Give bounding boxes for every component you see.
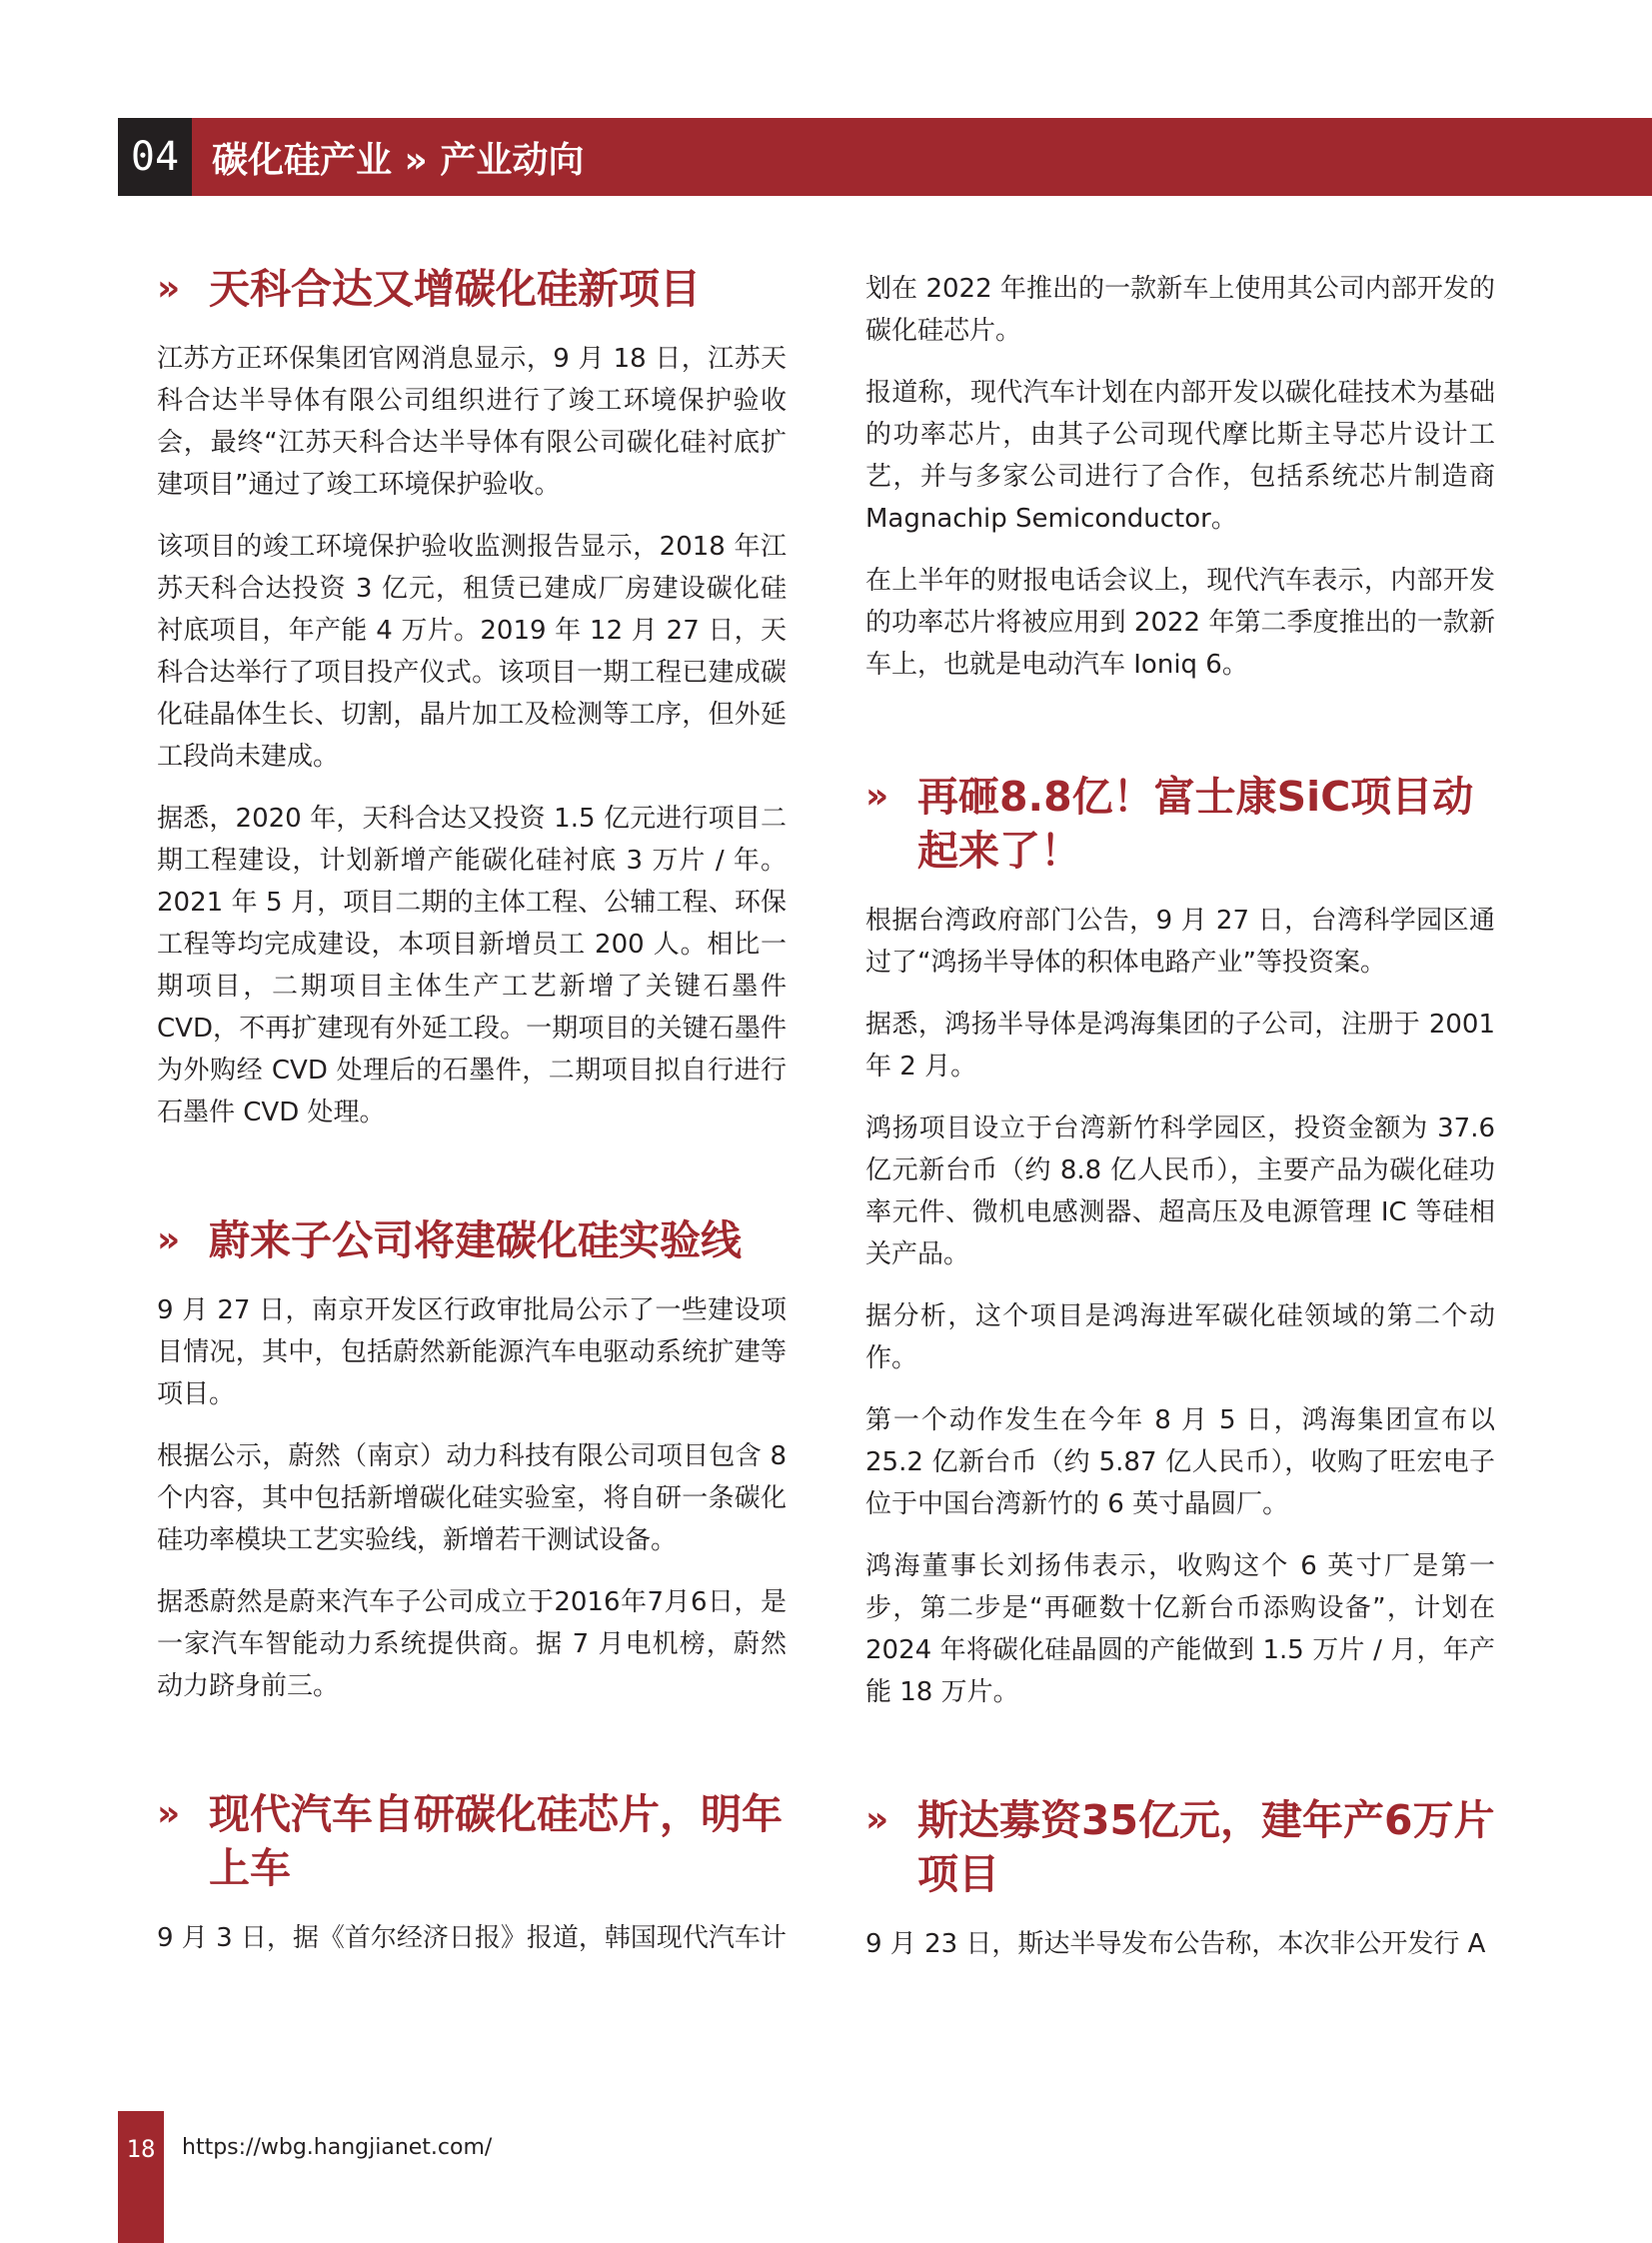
article-heading-hyundai: » 现代汽车自研碳化硅芯片，明年上车 [157, 1787, 787, 1895]
paragraph: 在上半年的财报电话会议上，现代汽车表示，内部开发的功率芯片将被应用到 2022 年第二季度推出的一款新车上，也就是电动汽车 Ioniq 6。 [865, 566, 1495, 680]
paragraph: 划在 2022 年推出的一款新车上使用其公司内部开发的碳化硅芯片。 [865, 274, 1495, 346]
footer-url-link[interactable]: https://wbg.hangjianet.com/ [182, 2135, 493, 2160]
right-column [865, 268, 1495, 1965]
heading-marker-icon: » [157, 1219, 181, 1260]
paragraph: 9 月 23 日，斯达半导发布公告称，本次非公开发行 A [865, 1929, 1486, 1959]
paragraph: 鸿扬项目设立于台湾新竹科学园区，投资金额为 37.6 亿元新台币（约 8.8 亿人民币），主要产品为碳化硅功率元件、微机电感测器、超高压及电源管理 IC 等硅相关产品。 [865, 1114, 1495, 1269]
page-number: 18 [118, 2111, 164, 2243]
section-title: 碳化硅产业 » 产业动向 [192, 118, 1652, 196]
paragraph: 第一个动作发生在今年 8 月 5 日，鸿海集团宣布以 25.2 亿新台币（约 5.87 亿人民币），收购了旺宏电子位于中国台湾新竹的 6 英寸晶圆厂。 [865, 1405, 1495, 1519]
heading-marker-icon: » [865, 776, 889, 817]
paragraph: 江苏方正环保集团官网消息显示，9 月 18 日，江苏天科合达半导体有限公司组织进行了竣工环境保护验收会，最终“江苏天科合达半导体有限公司碳化硅衬底扩建项目”通过了竣工环境保护验收。 [157, 344, 787, 500]
article-heading-starpower: » 斯达募资35亿元，建年产6万片项目 [865, 1793, 1495, 1901]
paragraph: 根据台湾政府部门公告，9 月 27 日，台湾科学园区通过了“鸿扬半导体的积体电路产业”等投资案。 [865, 906, 1495, 978]
paragraph: 据悉，鸿扬半导体是鸿海集团的子公司，注册于 2001 年 2 月。 [865, 1010, 1495, 1082]
paragraph: 9 月 27 日，南京开发区行政审批局公示了一些建设项目情况，其中，包括蔚然新能源汽车电驱动系统扩建等项目。 [157, 1295, 787, 1409]
heading-marker-icon: » [157, 268, 181, 309]
paragraph: 据分析，这个项目是鸿海进军碳化硅领域的第二个动作。 [865, 1301, 1495, 1373]
paragraph: 9 月 3 日，据《首尔经济日报》报道，韩国现代汽车计 [157, 1923, 787, 1953]
paragraph: 鸿海董事长刘扬伟表示，收购这个 6 英寸厂是第一步，第二步是“再砸数十亿新台币添购设备”，计划在 2024 年将碳化硅晶圆的产能做到 1.5 万片 / 月，年产能 18 万片。 [865, 1551, 1495, 1707]
paragraph: 报道称，现代汽车计划在内部开发以碳化硅技术为基础的功率芯片，由其子公司现代摩比斯主导芯片设计工艺，并与多家公司进行了合作，包括系统芯片制造商 Magnachip Semiconductor。 [865, 378, 1495, 534]
paragraph: 根据公示，蔚然（南京）动力科技有限公司项目包含 8 个内容，其中包括新增碳化硅实验室，将自研一条碳化硅功率模块工艺实验线，新增若干测试设备。 [157, 1441, 787, 1555]
section-number: 04 [118, 118, 192, 196]
heading-marker-icon: » [157, 1793, 181, 1834]
paragraph: 据悉，2020 年，天科合达又投资 1.5 亿元进行项目二期工程建设，计划新增产能碳化硅衬底 3 万片 / 年。2021 年 5 月，项目二期的主体工程、公辅工程、环保工程等均完成建设，本项目新增员工 200 人。相比一期项目，二期项目主体生产工艺新增了关键石墨件 CVD，不再扩建现有外延工段。一期项目的关键石墨件为外购经 CVD 处理后的石墨件，二期项目拟自行进行石墨件 CVD 处理。 [157, 804, 787, 1127]
article-heading-tiankehd: » 天科合达又增碳化硅新项目 [157, 262, 787, 316]
left-column [157, 262, 787, 1959]
article-heading-foxconn: » 再砸8.8亿！富士康SiC项目动起来了！ [865, 770, 1495, 878]
paragraph: 据悉蔚然是蔚来汽车子公司成立于2016年7月6日，是一家汽车智能动力系统提供商。据 7 月电机榜，蔚然动力跻身前三。 [157, 1587, 787, 1701]
paragraph: 该项目的竣工环境保护验收监测报告显示，2018 年江苏天科合达投资 3 亿元，租赁已建成厂房建设碳化硅衬底项目，年产能 4 万片。2019 年 12 月 27 日，天科合达举行了项目投产仪式。该项目一期工程已建成碳化硅晶体生长、切割，晶片加工及检测等工序，但外延工段尚未建成。 [157, 532, 787, 772]
heading-marker-icon: » [865, 1799, 889, 1840]
article-heading-nio: » 蔚来子公司将建碳化硅实验线 [157, 1213, 787, 1267]
